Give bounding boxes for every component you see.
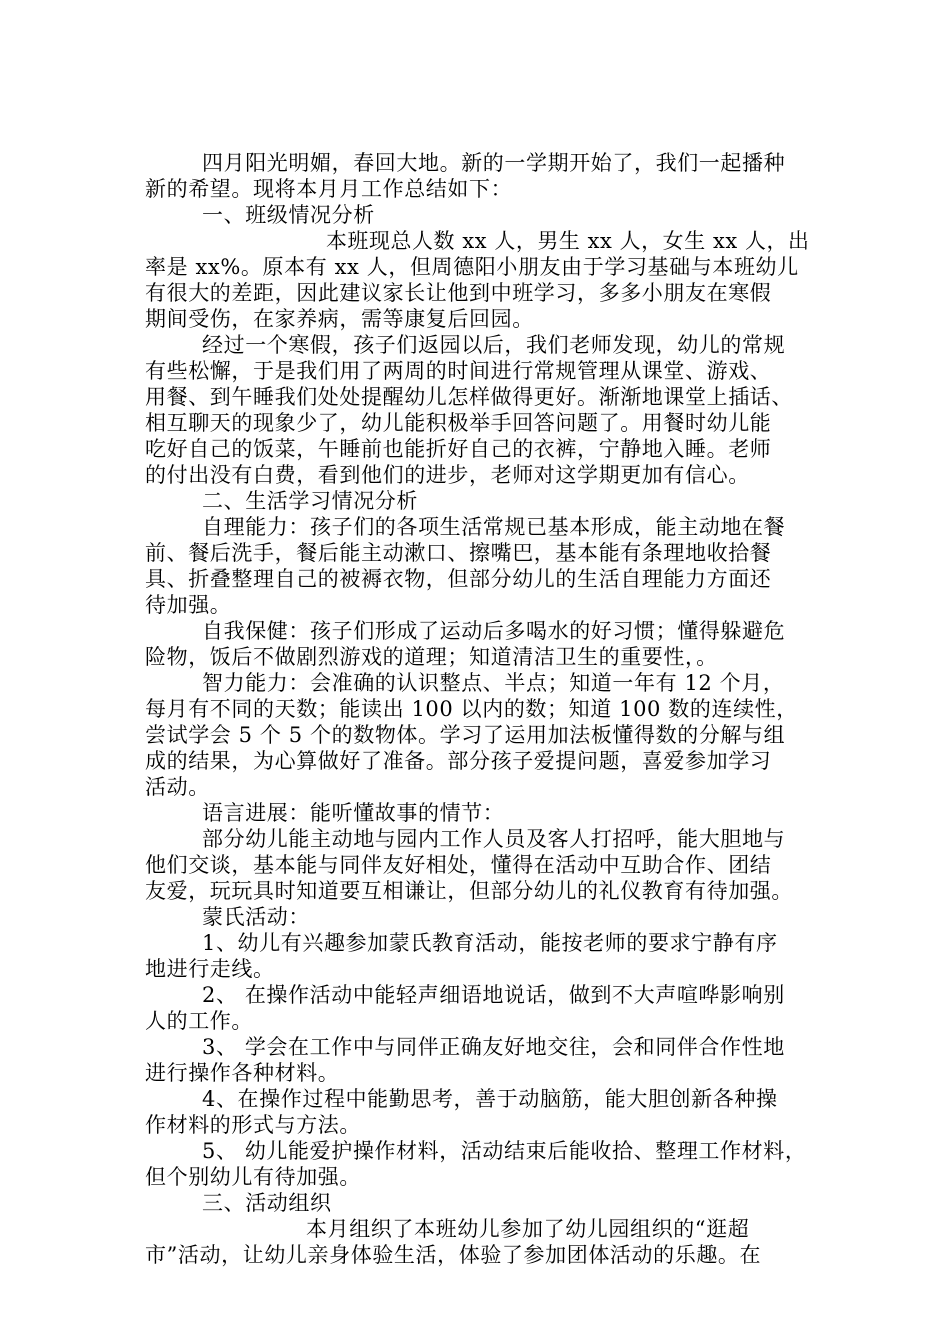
- list-item-line: 4、在操作过程中能勤思考，善于动脑筋，能大胆创新各种操: [202, 1087, 778, 1111]
- paragraph-line: 有很大的差距，因此建议家长让他到中班学习，多多小朋友在寒假: [145, 281, 772, 305]
- section-heading: 三、活动组织: [202, 1191, 332, 1215]
- paragraph-line: 前、餐后洗手，餐后能主动漱口、擦嘴巴，基本能有条理地收拾餐: [145, 541, 772, 565]
- paragraph-line: 每月有不同的天数；能读出 100 以内的数；知道 100 数的连续性，: [145, 697, 798, 721]
- paragraph-line: 他们交谈，基本能与同伴友好相处，懂得在活动中互助合作、团结: [145, 853, 772, 877]
- list-item-line: 但个别幼儿有待加强。: [145, 1165, 361, 1189]
- paragraph-line: 有些松懈，于是我们用了两周的时间进行常规管理从课堂、游戏、: [145, 359, 772, 383]
- paragraph-line: 的付出没有白费，看到他们的进步，老师对这学期更加有信心。: [145, 463, 750, 487]
- paragraph-line: 具、折叠整理自己的被褥衣物，但部分幼儿的生活自理能力方面还: [145, 567, 772, 591]
- paragraph-line: 本月组织了本班幼儿参加了幼儿园组织的“逛超: [306, 1217, 750, 1241]
- paragraph-line: 率是 xx%。原本有 xx 人，但周德阳小朋友由于学习基础与本班幼儿: [145, 255, 799, 279]
- section-heading: 一、班级情况分析: [202, 203, 375, 227]
- list-item-line: 作材料的形式与方法。: [145, 1113, 361, 1137]
- paragraph-line: 蒙氏活动：: [202, 905, 310, 929]
- paragraph-line: 险物，饭后不做剧烈游戏的道理；知道清洁卫生的重要性，。: [145, 645, 718, 669]
- list-item-line: 地进行走线。: [145, 957, 275, 981]
- paragraph-line: 期间受伤，在家养病，需等康复后回园。: [145, 307, 534, 331]
- paragraph-line: 友爱，玩玩具时知道要互相谦让，但部分幼儿的礼仪教育有待加强。: [145, 879, 793, 903]
- paragraph-line: 市”活动，让幼儿亲身体验生活，体验了参加团体活动的乐趣。在: [145, 1243, 762, 1267]
- paragraph-line: 活动。: [145, 775, 210, 799]
- paragraph-line: 经过一个寒假，孩子们返园以后，我们老师发现，幼儿的常规: [202, 333, 786, 357]
- paragraph-line: 相互聊天的现象少了，幼儿能积极举手回答问题了。用餐时幼儿能: [145, 411, 772, 435]
- list-item-line: 人的工作。: [145, 1009, 253, 1033]
- paragraph-line: 部分幼儿能主动地与园内工作人员及客人打招呼，能大胆地与: [202, 827, 786, 851]
- paragraph-line: 用餐、到午睡我们处处提醒幼儿怎样做得更好。渐渐地课堂上插话、: [145, 385, 793, 409]
- list-item-line: 5、 幼儿能爱护操作材料，活动结束后能收拾、整理工作材料，: [202, 1139, 807, 1163]
- paragraph-line: 自理能力：孩子们的各项生活常规已基本形成，能主动地在餐: [202, 515, 786, 539]
- list-item-line: 1、幼儿有兴趣参加蒙氏教育活动，能按老师的要求宁静有序: [202, 931, 778, 955]
- paragraph-line: 本班现总人数 xx 人，男生 xx 人，女生 xx 人，出: [326, 229, 810, 253]
- paragraph-line: 自我保健：孩子们形成了运动后多喝水的好习惯；懂得躲避危: [202, 619, 786, 643]
- paragraph-line: 语言进展：能听懂故事的情节：: [202, 801, 505, 825]
- paragraph-line: 吃好自己的饭菜，午睡前也能折好自己的衣裤，宁静地入睡。老师: [145, 437, 772, 461]
- paragraph-line: 四月阳光明媚，春回大地。新的一学期开始了，我们一起播种: [202, 151, 786, 175]
- list-item-line: 3、 学会在工作中与同伴正确友好地交往，会和同伴合作性地: [202, 1035, 785, 1059]
- paragraph-line: 尝试学会 5 个 5 个的数物体。学习了运用加法板懂得数的分解与组: [145, 723, 786, 747]
- paragraph-line: 成的结果，为心算做好了准备。部分孩子爱提问题，喜爱参加学习: [145, 749, 772, 773]
- paragraph-line: 待加强。: [145, 593, 232, 617]
- paragraph-line: 智力能力：会准确的认识整点、半点；知道一年有 12 个月，: [202, 671, 785, 695]
- list-item-line: 进行操作各种材料。: [145, 1061, 340, 1085]
- list-item-line: 2、 在操作活动中能轻声细语地说话，做到不大声喧哗影响别: [202, 983, 785, 1007]
- section-heading: 二、生活学习情况分析: [202, 489, 418, 513]
- paragraph-line: 新的希望。现将本月月工作总结如下：: [145, 177, 513, 201]
